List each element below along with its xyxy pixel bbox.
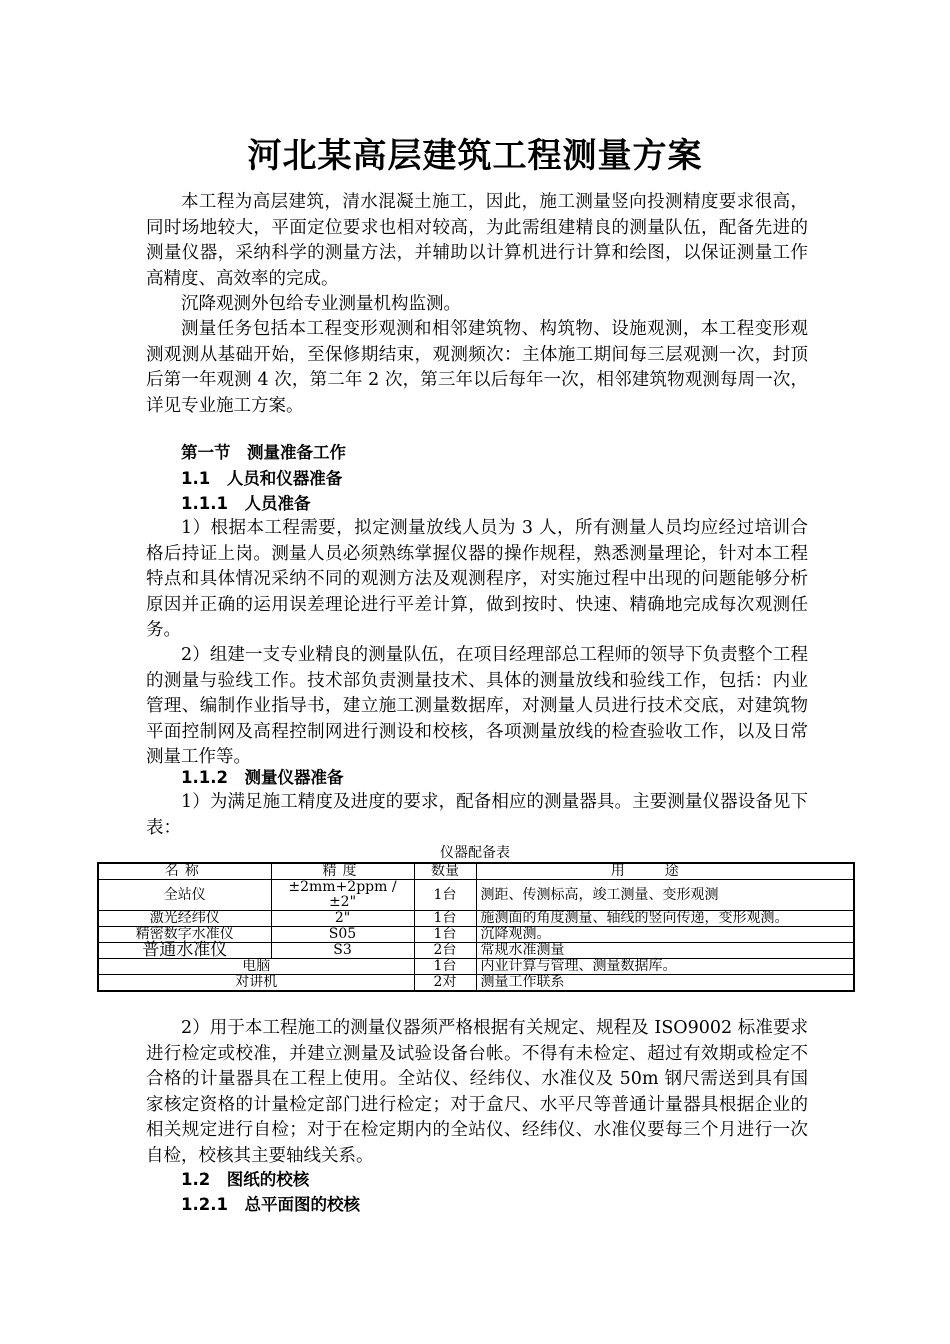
heading-1-1: 1.1 人员和仪器准备 xyxy=(181,469,343,488)
cell-use: 测距、传测标高，竣工测量、变形观测 xyxy=(476,880,854,911)
cell-quantity: 1台 xyxy=(414,880,476,911)
cell-name: 激光经纬仪 xyxy=(98,911,271,927)
cell-use: 常规水准测量 xyxy=(476,943,854,959)
cell-name: 电脑 xyxy=(98,959,414,975)
table-row xyxy=(98,911,854,927)
staff-paragraph-1: 1）根据本工程需要，拟定测量放线人员为 3 人，所有测量人员均应经过培训合格后持证上岗。测量人员必须熟练掌握仪器的操作规程，熟悉测量理论，针对本工程特点和具体情况采纳不同的观测方法及观测程序，对实施过程中出现的问题能够分析原因并正确的运用误差理论进行平差计算，做到按时、快速、精确地完成每次观测任务。 xyxy=(146,518,808,640)
cell-name: 对讲机 xyxy=(98,975,414,992)
heading-1-2: 1.2 图纸的校核 xyxy=(181,1170,310,1189)
header-use: 用途 xyxy=(476,863,854,880)
cell-quantity: 2对 xyxy=(414,975,476,992)
cell-name: 精密数字水准仪 xyxy=(98,927,271,943)
calibration-paragraph: 2）用于本工程施工的测量仪器须严格根据有关规定、规程及 ISO9002 标准要求进行检定或校准，并建立测量及试验设备台帐。不得有未检定、超过有效期或检定不合格的计量器具在工程上使用。全站仪、经纬仪、水准仪及 50m 钢尺需送到具有国家核定资格的计量检定部门进行检定；对于盒尺、水平尺等普通计量器具根据企业的相关规定进行自检；对于在检定期内的全站仪、经纬仪、水准仪要每三个月进行一次自检，校核其主要轴线关系。 xyxy=(146,1018,808,1166)
intro-paragraph-2: 沉降观测外包给专业测量机构监测。 xyxy=(181,294,461,314)
cell-precision: 2" xyxy=(271,911,414,927)
table-row xyxy=(98,880,854,911)
section-heading-1: 第一节 测量准备工作 xyxy=(181,443,346,462)
cell-quantity: 1台 xyxy=(414,959,476,975)
cell-precision: ±2mm+2ppm / ±2" xyxy=(271,880,414,911)
heading-1-1-2: 1.1.2 测量仪器准备 xyxy=(181,768,344,787)
table-row xyxy=(98,959,854,975)
header-precision: 精度 xyxy=(271,863,414,880)
staff-paragraph-2: 2）组建一支专业精良的测量队伍，在项目经理部总工程师的领导下负责整个工程的测量与验线工作。技术部负责测量技术、具体的测量放线和验线工作，包括：内业管理、编制作业指导书，建立施工测量数据库，对测量人员进行技术交底，对建筑物平面控制网及高程控制网进行测设和校核，各项测量放线的检查验收工作，以及日常测量工作等。 xyxy=(146,645,808,767)
cell-quantity: 1台 xyxy=(414,927,476,943)
cell-use: 测量工作联系 xyxy=(476,975,854,992)
cell-use: 沉降观测。 xyxy=(476,927,854,943)
table-header-row xyxy=(98,863,854,880)
equipment-table xyxy=(97,862,855,992)
header-name: 名称 xyxy=(98,863,271,880)
cell-use: 内业计算与管理、测量数据库。 xyxy=(476,959,854,975)
cell-name: 全站仪 xyxy=(98,880,271,911)
intro-paragraph-3: 测量任务包括本工程变形观测和相邻建筑物、构筑物、设施观测，本工程变形观测观测从基础开始，至保修期结束，观测频次：主体施工期间每三层观测一次，封顶后第一年观测 4 次，第二年 2 次，第三年以后每年一次，相邻建筑物观测每周一次，详见专业施工方案。 xyxy=(146,319,808,416)
cell-quantity: 2台 xyxy=(414,943,476,959)
cell-quantity: 1台 xyxy=(414,911,476,927)
table-row xyxy=(98,943,854,959)
intro-paragraph-1: 本工程为高层建筑，清水混凝土施工，因此，施工测量竖向投测精度要求很高，同时场地较大，平面定位要求也相对较高，为此需组建精良的测量队伍，配备先进的测量仪器，采纳科学的测量方法，并辅助以计算机进行计算和绘图，以保证测量工作高精度、高效率的完成。 xyxy=(146,192,808,289)
cell-name: 普通水准仪 xyxy=(98,943,271,959)
table-row xyxy=(98,975,854,992)
table-caption: 仪器配备表 xyxy=(440,845,510,861)
heading-1-2-1: 1.2.1 总平面图的校核 xyxy=(181,1195,360,1214)
heading-1-1-1: 1.1.1 人员准备 xyxy=(181,494,311,513)
cell-precision: S05 xyxy=(271,927,414,943)
document-title: 河北某高层建筑工程测量方案 xyxy=(247,136,703,176)
cell-use: 施测面的角度测量、轴线的竖向传递，变形观测。 xyxy=(476,911,854,927)
cell-precision: S3 xyxy=(271,943,414,959)
header-quantity: 数量 xyxy=(414,863,476,880)
instrument-paragraph: 1）为满足施工精度及进度的要求，配备相应的测量器具。主要测量仪器设备见下表： xyxy=(146,792,808,838)
